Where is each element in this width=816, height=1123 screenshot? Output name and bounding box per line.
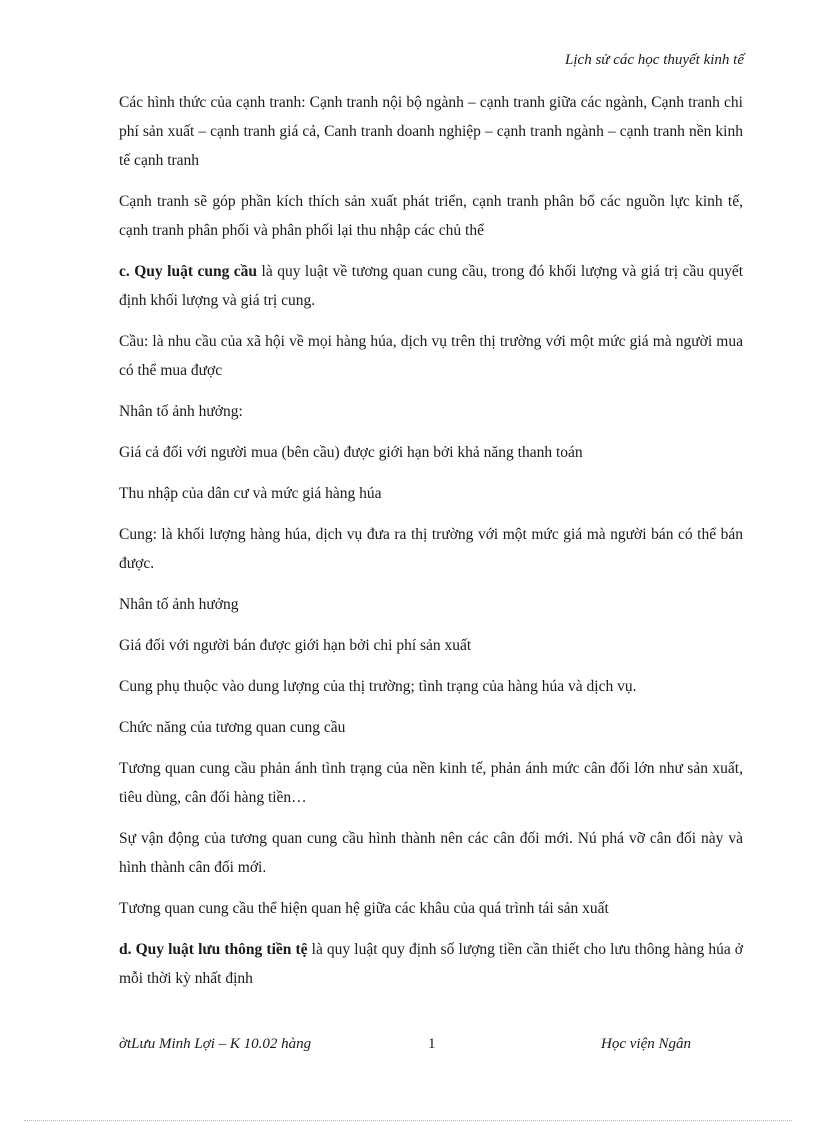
footer-institution: Học viện Ngân [601,1036,691,1052]
paragraph-supply-capacity: Cung phụ thuộc vào dung lượng của thị trường; tình trạng của hàng húa và dịch vụ. [119,678,637,695]
paragraph-demand-price: Giá cả đối với người mua (bên cầu) được giới hạn bởi khả năng thanh toán [119,444,583,461]
paragraph-supply-price: Giá đối với người bán được giới hạn bởi chi phí sản xuất [119,637,472,654]
paragraph-function-movement: Sự vận động của tương quan cung cầu hình thành nên các cân đối mới. Nú phá vỡ cân đối này và hình thành cân đối mới. [119,830,743,876]
page-number: 1 [428,1036,436,1052]
paragraph-demand-income: Thu nhập của dân cư và mức giá hàng húa [119,485,382,502]
document-body [119,88,743,1005]
paragraph-money-circulation-law: d. Quy luật lưu thông tiền tệ là quy luật quy định số lượng tiền cần thiết cho lưu thông hàng húa ở mỗi thời kỳ nhất định [119,941,743,987]
paragraph-competition-forms: Các hình thức của cạnh tranh: Cạnh tranh nội bộ ngành – cạnh tranh giữa các ngành, Cạnh tranh chi phí sản xuất – cạnh tranh giá cả, Canh tranh doanh nghiệp – cạnh tranh ngành – cạnh tranh nền kinh tế cạnh tranh [119,94,743,169]
section-heading-d: d. Quy luật lưu thông tiền tệ [119,941,308,958]
paragraph-competition-effects: Cạnh tranh sẽ góp phần kích thích sản xuất phát triển, cạnh tranh phân bổ các nguồn lực kinh tế, cạnh tranh phân phối và phân phối lại thu nhập các chủ thể [119,193,743,239]
paragraph-demand-factors: Nhân tố ảnh hưởng: [119,403,243,420]
footer-author: ờtLưu Minh Lợi – K 10.02 hàng [119,1036,312,1052]
paragraph-demand-definition: Cầu: là nhu cầu của xã hội về mọi hàng húa, dịch vụ trên thị trường với một mức giá mà người mua có thể mua được [119,333,743,379]
page-bottom-divider [24,1120,792,1121]
paragraph-supply-factors: Nhân tố ảnh hưởng [119,596,239,613]
section-heading-c: c. Quy luật cung cầu [119,263,258,280]
paragraph-function-reflect: Tương quan cung cầu phản ánh tình trạng của nền kinh tế, phản ánh mức cân đối lớn như sản xuất, tiêu dùng, cân đối hàng tiền… [119,760,743,806]
running-header: Lịch sử các học thuyết kinh tế [565,52,744,68]
paragraph-function-heading: Chức năng của tương quan cung cầu [119,719,346,736]
paragraph-supply-demand-law: c. Quy luật cung cầu là quy luật về tương quan cung cầu, trong đó khối lượng và giá trị cầu quyết định khối lượng và giá trị cung. [119,263,744,309]
paragraph-function-relation: Tương quan cung cầu thể hiện quan hệ giữa các khâu của quá trình tái sản xuất [119,900,609,917]
paragraph-supply-definition: Cung: là khối lượng hàng húa, dịch vụ đưa ra thị trường với một mức giá mà người bán có thể bán được. [119,526,743,572]
